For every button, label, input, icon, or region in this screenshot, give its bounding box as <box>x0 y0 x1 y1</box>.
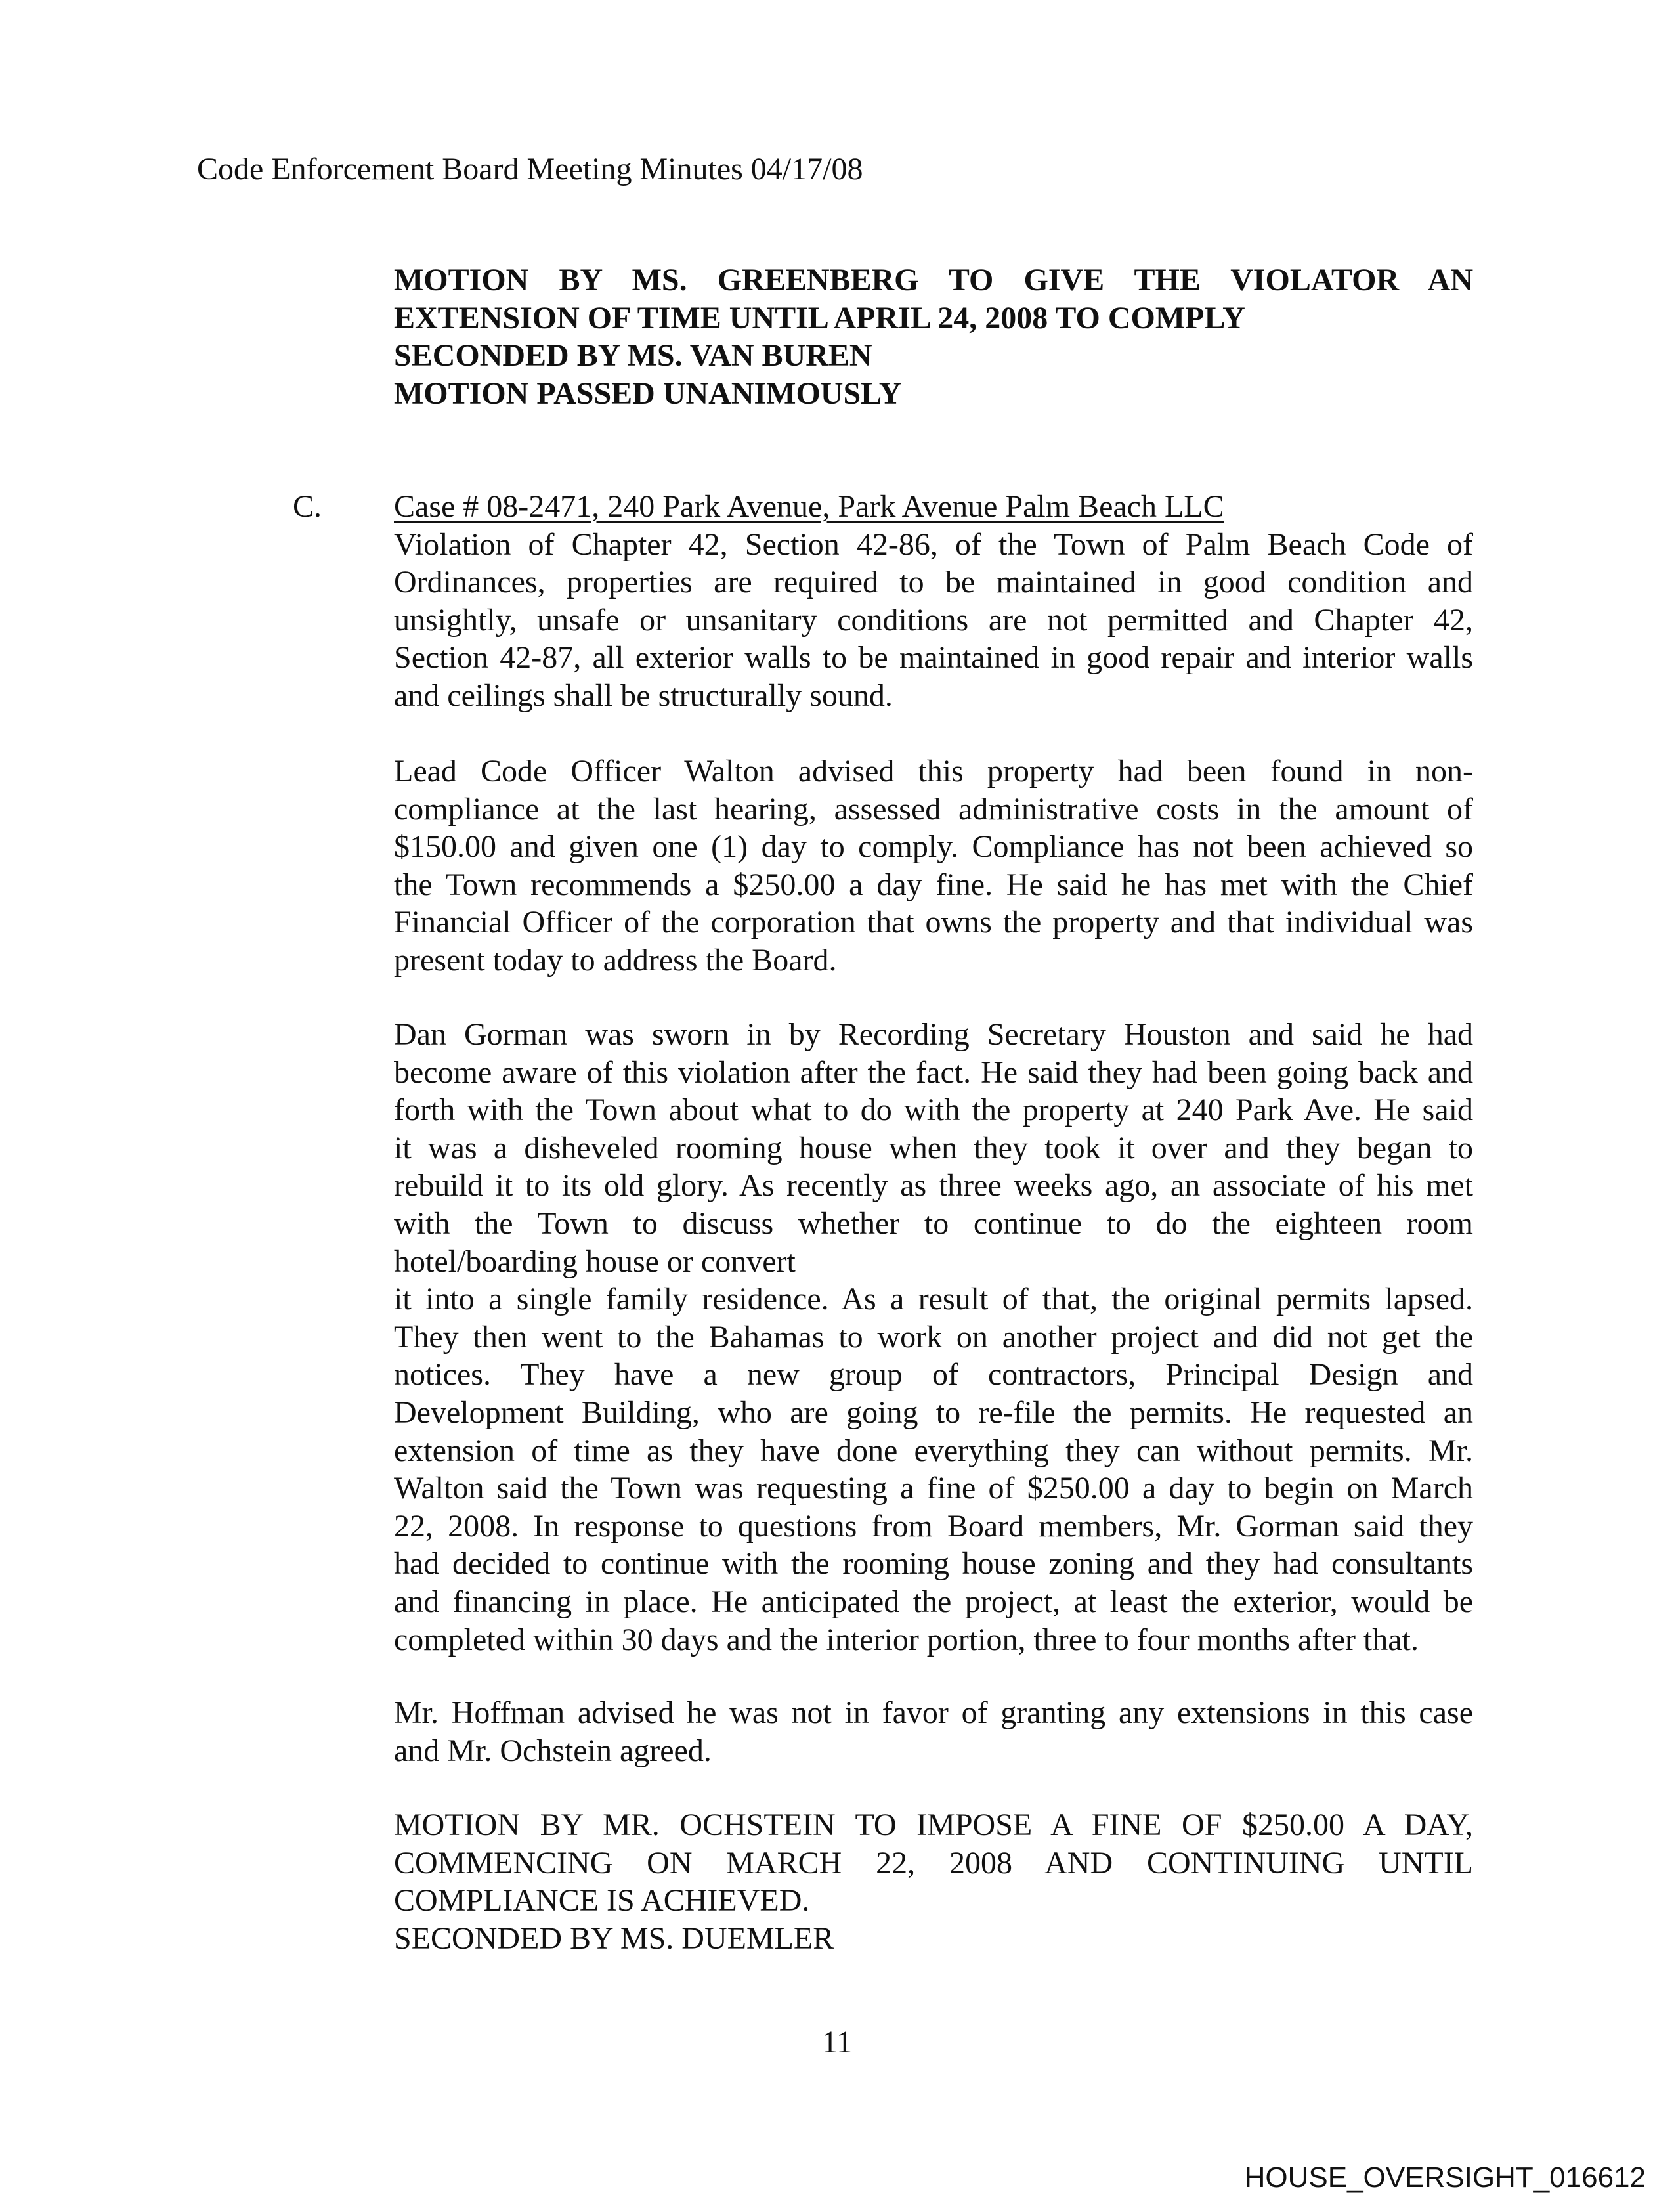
text-line: MOTION BY MR. OCHSTEIN TO IMPOSE A FINE OF $250.00 A DAY, <box>394 1808 1473 1842</box>
text-line: forth with the Town about what to do with the property at 240 Park Ave. He said <box>394 1093 1473 1128</box>
text-line: Financial Officer of the corporation that owns the property and that individual was <box>394 905 1473 940</box>
gorman-testimony-paragraph <box>394 1016 1473 1659</box>
text-line: Violation of Chapter 42, Section 42-86, of the Town of Palm Beach Code of <box>394 527 1473 562</box>
text-line: $150.00 and given one (1) day to comply. Compliance has not been achieved so <box>394 829 1473 865</box>
text-line: it was a disheveled rooming house when they took it over and they began to <box>394 1130 1473 1165</box>
walton-report-paragraph <box>394 752 1473 980</box>
text-line: it into a single family residence. As a result of that, the original permits lapsed. <box>394 1282 1473 1317</box>
text-line: SECONDED BY MS. DUEMLER <box>394 1920 834 1956</box>
text-line: They then went to the Bahamas to work on another project and did not get the <box>394 1319 1473 1355</box>
text-line: become aware of this violation after the fact. He said they had been going back and <box>394 1054 1473 1090</box>
text-line: had decided to continue with the rooming house zoning and they had consultants <box>394 1546 1473 1582</box>
text-line: and financing in place. He anticipated the project, at least the exterior, would be <box>394 1584 1473 1619</box>
text-line: Walton said the Town was requesting a fine of $250.00 a day to begin on March <box>394 1471 1473 1506</box>
text-line: compliance at the last hearing, assessed administrative costs in the amount of <box>394 791 1473 827</box>
text-line: 22, 2008. In response to questions from Board members, Mr. Gorman said they <box>394 1508 1473 1544</box>
text-line: completed within 30 days and the interior portion, three to four months after that. <box>394 1622 1419 1657</box>
motion-greenberg <box>394 261 1473 412</box>
text-line: Development Building, who are going to re-file the permits. He requested an <box>394 1395 1473 1430</box>
text-line: unsightly, unsafe or unsanitary conditions are not permitted and Chapter 42, <box>394 602 1473 638</box>
page-number: 11 <box>821 2025 853 2060</box>
bates-number: HOUSE_OVERSIGHT_016612 <box>1244 2161 1646 2194</box>
text-line: MOTION BY MS. GREENBERG TO GIVE THE VIOLATOR AN <box>394 263 1473 297</box>
text-line: Section 42-87, all exterior walls to be maintained in good repair and interior walls <box>394 640 1473 676</box>
text-line: hotel/boarding house or convert <box>394 1244 796 1279</box>
case-c-description <box>394 488 1473 715</box>
text-line: rebuild it to its old glory. As recently as three weeks ago, an associate of his met <box>394 1168 1473 1204</box>
document-header: Code Enforcement Board Meeting Minutes 04/17/08 <box>197 152 863 186</box>
text-line: Lead Code Officer Walton advised this property had been found in non- <box>394 754 1473 789</box>
text-line: SECONDED BY MS. VAN BUREN <box>394 338 872 374</box>
case-item-letter: C. <box>293 489 322 524</box>
text-line: COMMENCING ON MARCH 22, 2008 AND CONTINUING UNTIL <box>394 1845 1473 1880</box>
text-line: MOTION PASSED UNANIMOUSLY <box>394 376 902 411</box>
text-line: with the Town to discuss whether to continue to do the eighteen room <box>394 1205 1473 1241</box>
text-line: and Mr. Ochstein agreed. <box>394 1733 712 1768</box>
case-title: Case # 08-2471, 240 Park Avenue, Park Avenue Palm Beach LLC <box>394 489 1224 524</box>
text-line: present today to address the Board. <box>394 942 837 978</box>
hoffman-comment-paragraph <box>394 1694 1473 1769</box>
text-line: Mr. Hoffman advised he was not in favor of granting any extensions in this case <box>394 1695 1473 1730</box>
motion-ochstein <box>394 1806 1473 1957</box>
text-line: extension of time as they have done everything they can without permits. Mr. <box>394 1433 1473 1468</box>
text-line: COMPLIANCE IS ACHIEVED. <box>394 1883 810 1919</box>
text-line: Dan Gorman was sworn in by Recording Secretary Houston and said he had <box>394 1017 1473 1052</box>
text-line: and ceilings shall be structurally sound. <box>394 678 893 713</box>
text-line: EXTENSION OF TIME UNTIL APRIL 24, 2008 TO COMPLY <box>394 300 1245 336</box>
text-line: Ordinances, properties are required to be maintained in good condition and <box>394 565 1473 600</box>
text-line: notices. They have a new group of contractors, Principal Design and <box>394 1357 1473 1393</box>
text-line: the Town recommends a $250.00 a day fine. He said he has met with the Chief <box>394 867 1473 902</box>
